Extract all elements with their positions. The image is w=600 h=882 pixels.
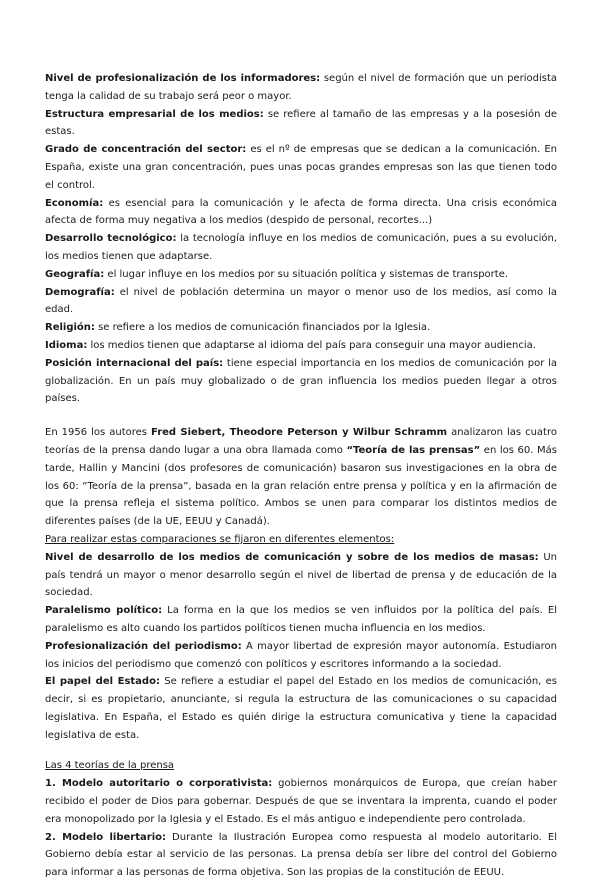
element-term: El papel del Estado:: [45, 676, 160, 688]
element-term: Nivel de desarrollo de los medios de comunicación y sobre de los medios de masas:: [45, 551, 539, 563]
factor-paragraph: [45, 319, 557, 337]
factor-text: tiene especial importancia en los medios de comunicación por la globalización. En un país muy globalizado o de gran influencia los medios pueden llegar a otros países.: [45, 357, 557, 405]
theory-paragraph: [45, 775, 557, 828]
factor-term: Posición internacional del país:: [45, 357, 224, 369]
factor-paragraph: [45, 284, 557, 320]
book-title: “Teoría de las prensas”: [346, 444, 481, 456]
factor-term: Nivel de profesionalización de los informadores:: [45, 73, 321, 84]
factor-term: Economía:: [45, 197, 104, 209]
factor-text: se refiere al tamaño de las empresas y a la posesión de estas.: [45, 108, 558, 138]
factor-term: Demografía:: [45, 286, 115, 298]
factor-term: Desarrollo tecnológico:: [45, 233, 177, 245]
factor-text: la tecnología influye en los medios de comunicación, pues a su evolución, los medios tienen que adaptarse.: [45, 233, 557, 262]
element-term: Paralelismo político:: [45, 605, 163, 617]
factor-paragraph: [45, 266, 557, 284]
theory-term: 1. Modelo autoritario o corporativista:: [45, 778, 273, 790]
factor-text: es el nº de empresas que se dedican a la comunicación. En España, existe una gran concentración, pues unas pocas grandes empresas son las que tienen todo el control.: [45, 144, 557, 191]
intro-text: En 1956 los autores: [45, 427, 152, 439]
theory-text: Durante la Ilustración Europea como respuesta al modelo autoritario. El Gobierno debía estar al servicio de las personas. La prensa debía ser libre del control del Gobierno para informar a las personas de forma objetiva. Son las propias de la constitución de EEUU.: [45, 831, 558, 879]
element-paragraph: [45, 638, 557, 674]
factor-text: según el nivel de formación que un periodista tenga la calidad de su trabajo será peor o mayor.: [45, 73, 557, 102]
factor-term: Grado de concentración del sector:: [45, 144, 247, 156]
factor-term: Estructura empresarial de los medios:: [45, 108, 264, 120]
factor-text: se refiere a los medios de comunicación financiados por la Iglesia.: [94, 322, 431, 334]
element-text: Se refiere a estudiar el papel del Estado en los medios de comunicación, es decir, si es propietario, anunciante, si regula la estructura de las comunicaciones o su capacidad legislativa. En España, el Estado es quién dirige la estructura comunicativa y tiene la capacidad legislativa de esta.: [45, 676, 557, 741]
factor-text: el nivel de población determina un mayor o menor uso de los medios, así como la edad.: [45, 286, 557, 316]
factor-paragraph: [45, 337, 557, 355]
factor-paragraph: [45, 70, 557, 106]
theory-text: gobiernos monárquicos de Europa, que creían haber recibido el poder de Dios para gobernar. Después de que se inventara la imprenta, cuando el poder era monopolizado por la Iglesia y el Estado. Es el más antiguo e independiente pero controlada.: [45, 778, 557, 825]
spacer: [45, 408, 557, 424]
factor-paragraph: [45, 355, 557, 408]
element-paragraph: [45, 673, 557, 744]
spacer: [45, 744, 557, 757]
comparison-heading: Para realizar estas comparaciones se fijaron en diferentes elementos:: [45, 533, 395, 545]
factor-term: Geografía:: [45, 268, 105, 280]
element-paragraph: [45, 549, 557, 602]
theory-paragraph: [45, 829, 557, 882]
element-text: Un país tendrá un mayor o menor desarrollo según el nivel de libertad de prensa y de educación de la sociedad.: [45, 551, 557, 599]
factor-paragraph: [45, 195, 557, 231]
intro-text: en los 60. Más tarde, Hallin y Mancini (dos profesores de comunicación) basaron sus investigaciones en la obra de los 60: “Teoría de la prensa”, basada en la gran relación entre prensa y política y en la afirmación de que la prensa refleja el sistema político. Ambos se unen para comparar los distintos medios de diferentes países (de la UE, EEUU y Canadá).: [45, 444, 557, 528]
authors-name: Fred Siebert, Theodore Peterson y Wilbur Schramm: [151, 427, 448, 439]
intro-paragraph: [45, 424, 557, 531]
element-text: La forma en la que los medios se ven influidos por la política del país. El paralelismo es alto cuando los partidos políticos tienen mucha influencia en los medios.: [45, 605, 557, 634]
factor-text: los medios tienen que adaptarse al idioma del país para conseguir una mayor audiencia.: [87, 339, 536, 351]
factor-paragraph: [45, 230, 557, 266]
element-paragraph: [45, 602, 557, 638]
factor-term: Religión:: [45, 322, 95, 334]
element-text: A mayor libertad de expresión mayor autonomía. Estudiaron los inicios del periodismo que comenzó con políticos y escritores informando a la sociedad.: [45, 640, 557, 670]
factor-paragraph: [45, 106, 557, 142]
document-page: [45, 70, 557, 882]
intro-text: analizaron las cuatro teorías de la prensa dando lugar a una obra llamada como: [45, 427, 557, 456]
factor-term: Idioma:: [45, 339, 88, 351]
theories-heading: Las 4 teorías de la prensa: [45, 760, 175, 772]
factor-paragraph: [45, 141, 557, 194]
factor-text: el lugar influye en los medios por su situación política y sistemas de transporte.: [104, 268, 509, 280]
theory-term: 2. Modelo libertario:: [45, 831, 166, 843]
factor-text: es esencial para la comunicación y le afecta de forma directa. Una crisis económica afecta de forma muy negativa a los medios (despido de personal, recortes...): [45, 197, 557, 227]
element-term: Profesionalización del periodismo:: [45, 640, 242, 652]
